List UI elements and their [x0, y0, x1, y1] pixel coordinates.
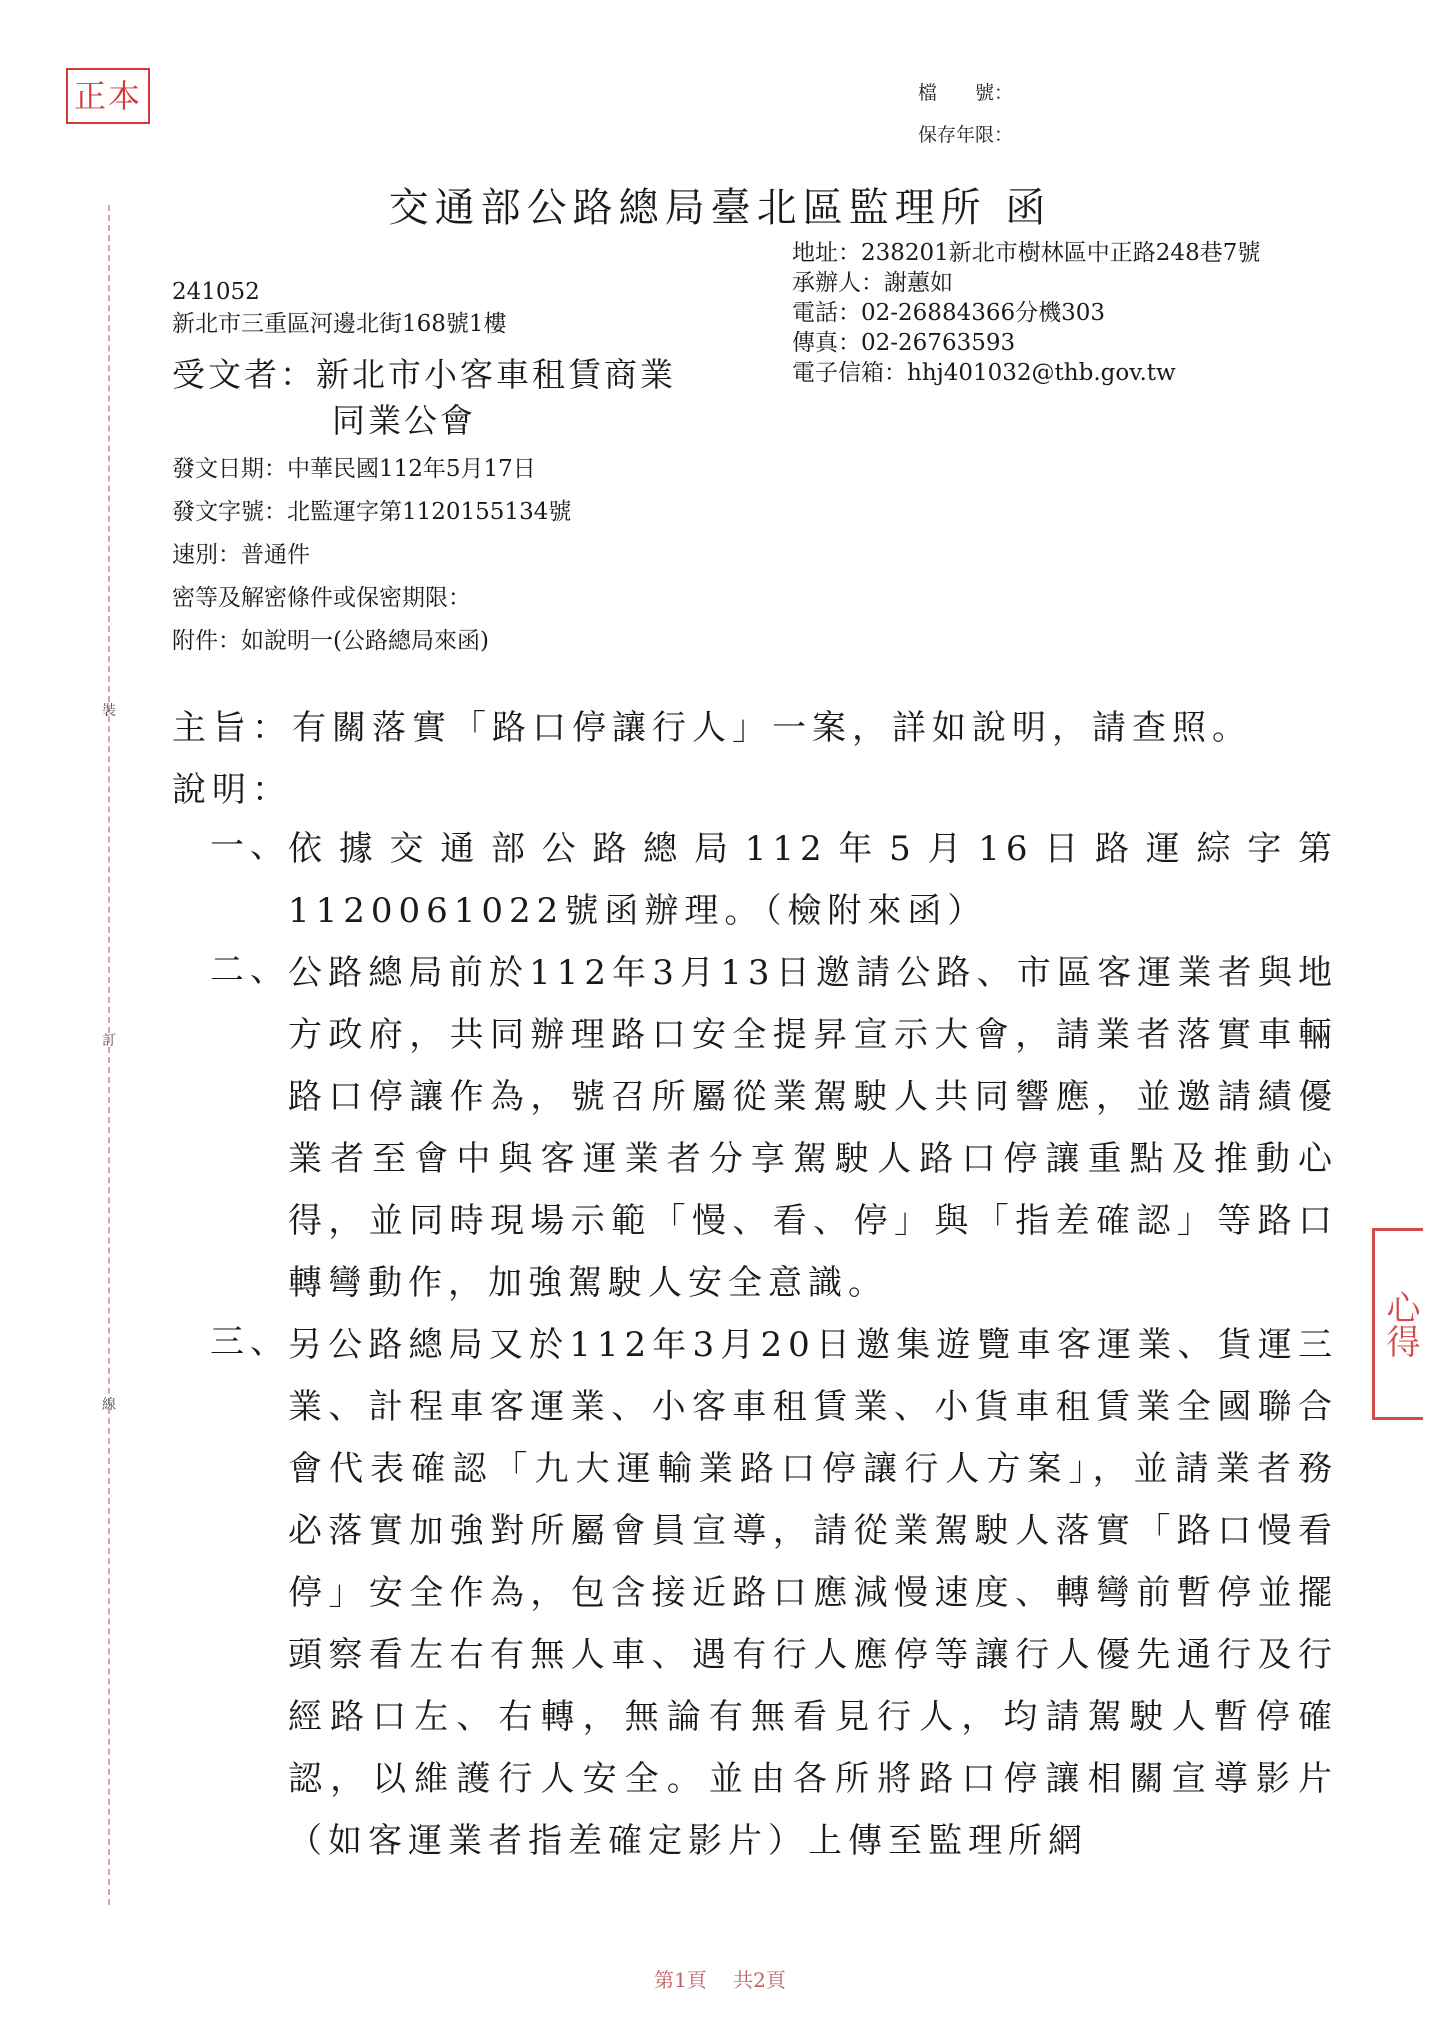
binding-line: [108, 205, 110, 1905]
item-text: 公路總局前於112年3月13日邀請公路、市區客運業者與地方政府，共同辦理路口安全提昇宣示大會，請業者落實車輛路口停讓作為，號召所屬從業駕駛人共同響應，並邀請績優業者至會中與客運業者分享駕駛人路口停讓重點及推動心得，並同時現場示範「慢、看、停」與「指差確認」等路口轉彎動作，加強駕駛人安全意識。: [288, 953, 1338, 1303]
recipient-line-1: 受文者：新北市小客車租賃商業: [172, 355, 676, 394]
item-number: 二、: [210, 950, 290, 990]
recipient-line-2: 同業公會: [332, 401, 476, 440]
email: 電子信箱：hhj401032@thb.gov.tw: [792, 360, 1176, 386]
fax: 傳真：02-26763593: [792, 330, 1016, 356]
retention-label: 保存年限：: [918, 124, 1014, 146]
classification: 密等及解密條件或保密期限：: [172, 585, 471, 611]
binding-mark-zhuang: 裝: [102, 703, 116, 719]
document-number: 發文字號：北監運字第1120155134號: [172, 499, 572, 525]
page-number: 第1頁: [654, 1968, 707, 1992]
explanation-heading: 說明：: [172, 770, 292, 810]
item-text: 依據交通部公路總局112年5月16日路運綜字第1120061022號函辦理。（檢附來函）: [288, 829, 1338, 931]
item-number: 三、: [210, 1322, 290, 1362]
document-info: [172, 448, 571, 663]
subject: 主旨：有關落實「路口停讓行人」一案，詳如說明，請查照。: [172, 708, 1252, 748]
postal-code: 241052: [172, 279, 260, 305]
binding-mark-xian: 線: [102, 1397, 116, 1413]
handler: 承辦人：謝蕙如: [792, 270, 953, 296]
recipient-address: [172, 276, 507, 340]
item-text: 另公路總局又於112年3月20日邀集遊覽車客運業、貨運三業、計程車客運業、小客車租賃業、小貨車租賃業全國聯合會代表確認「九大運輸業路口停讓行人方案」，並請業者務必落實加強對所屬會員宣導，請從業駕駛人落實「路口慢看停」安全作為，包含接近路口應減慢速度、轉彎前暫停並擺頭察看左右有無人車、遇有行人應停等讓行人優先通行及行經路口左、右轉，無論有無看見行人，均請駕駛人暫停確認，以維護行人安全。並由各所將路口停讓相關宣導影片（如客運業者指差確定影片）上傳至監理所網: [288, 1325, 1338, 1861]
binding-mark-ding: 訂: [102, 1033, 116, 1049]
street-address: 新北市三重區河邊北街168號1樓: [172, 311, 507, 337]
side-seal-stamp: 心得: [1372, 1228, 1423, 1420]
file-number-label: 檔 號：: [918, 82, 1014, 104]
sender-contact-block: [792, 238, 1260, 388]
urgency: 速別：普通件: [172, 542, 310, 568]
explanation-item-2: [210, 942, 1338, 1314]
explanation-item-3: [210, 1314, 1338, 1872]
explanation-item-1: [210, 818, 1338, 942]
page-footer: [0, 1964, 1440, 1993]
document-title: 交通部公路總局臺北區監理所 函: [388, 185, 1052, 231]
item-number: 一、: [210, 826, 290, 866]
sender-address: 地址：238201新北市樹林區中正路248巷7號: [792, 240, 1261, 266]
original-copy-stamp: 正本: [66, 68, 150, 124]
phone: 電話：02-26884366分機303: [792, 300, 1106, 326]
issue-date: 發文日期：中華民國112年5月17日: [172, 456, 536, 482]
attachment: 附件：如說明一(公路總局來函): [172, 628, 489, 654]
page-total: 共2頁: [733, 1968, 786, 1992]
recipient: [172, 352, 676, 444]
